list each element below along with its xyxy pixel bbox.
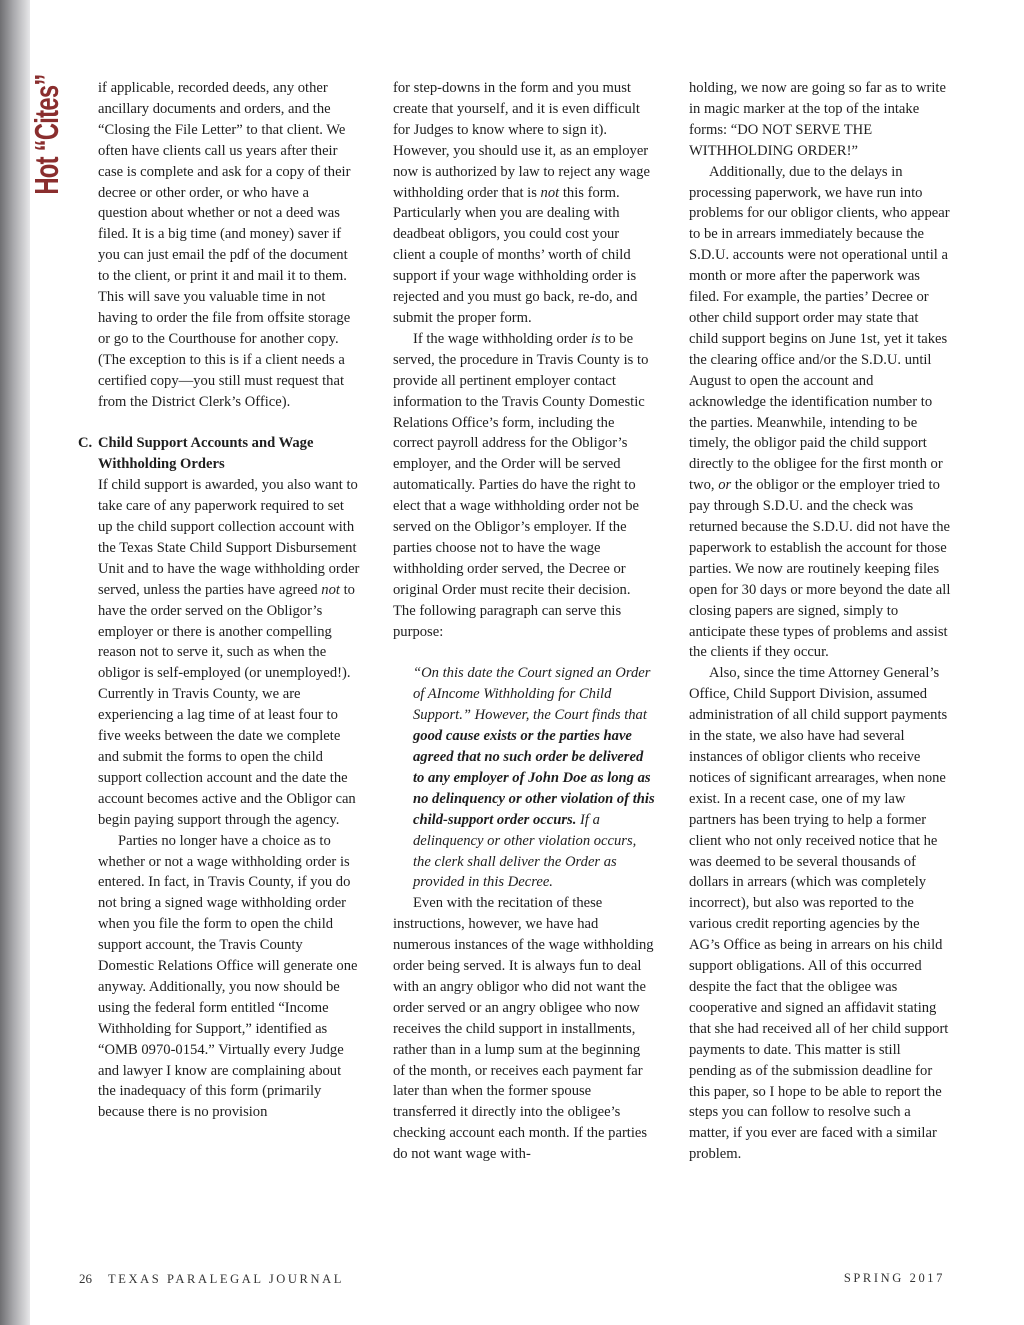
- paragraph: [393, 329, 655, 643]
- text-run: for step-downs in the form and you must create that yourself, and it is even difficult for Judges to know where to sign it). However, you should use it, as an employer now is authorized by law to reject any wage withholding order that is: [393, 80, 650, 201]
- emphasis: not: [321, 581, 340, 598]
- heading-text: Child Support Accounts and Wage Withholding Orders: [98, 435, 314, 473]
- emphasis: not: [540, 184, 560, 201]
- paragraph: Parties no longer have a choice as to whether or not a wage withholding order is entered. In fact, in Travis County, if you do not bring a signed wage withholding order when you file the form to open the child support account, the Travis County Domestic Relations Office will generate one anyway. Additionally, you now should be using the federal form entitled “Income Withholding for Support,” identified as “OMB 0970-0154.” Virtually every Judge and lawyer I know are complaining about the inadequacy of this form (primarily because there is no provision: [98, 832, 358, 1121]
- quote-text: If a delinquency or other violation occurs, the clerk shall deliver the Order as provided in this Decree.: [413, 811, 637, 891]
- block-quote: [393, 663, 655, 893]
- issue-date: SPRING 2017: [843, 1271, 945, 1285]
- heading-letter: C.: [78, 435, 93, 452]
- paragraph: holding, we now are going so far as to write in magic marker at the top of the intake forms: “DO NOT SERVE THE WITHHOLDING ORDER!”: [689, 80, 946, 159]
- emphasis: is: [590, 330, 601, 347]
- page-number: 26: [79, 1271, 92, 1286]
- section-tag-text: Hot “Cites”: [28, 74, 65, 195]
- text-run: to have the order served on the Obligor’s employer or there is another compelling reason not to serve it, such as when the obligor is self-employed (or unemployed!). Currently in Travis County, we are experiencing a lag time of at least four to five weeks between the date we complete and submit the forms to open the child support collection account and the date the account becomes active and the Obligor can begin paying support through the agency.: [98, 581, 356, 828]
- paragraph: [98, 475, 360, 830]
- paragraph: [393, 78, 655, 329]
- quote-text: “On this date the Court signed an Order of AIncome Withholding for Child Support.” However, the Court finds that: [413, 665, 651, 724]
- journal-title: TEXAS PARALEGAL JOURNAL: [108, 1272, 344, 1286]
- text-run: Additionally, due to the delays in processing paperwork, we have run into problems for our obligor clients, who appear to be in arrears immediately because the S.D.U. accounts were not operational until a month or more after the paperwork was filed. For example, the parties’ Decree or other child support order may state that child support begins on June 1st, yet it takes the clearing office and/or the S.D.U. until August to open the account and acknowledge the identification number to the parties. Meanwhile, intending to be timely, the obligor paid the child support directly to the obligee for the first month or two,: [689, 163, 950, 494]
- column-3: [689, 78, 951, 1165]
- quote-bold-text: good cause exists or the parties have agreed that no such order be delivered to any employer of John Doe as long as no delinquency or other violation of this child-support order occurs.: [413, 728, 655, 828]
- section-heading: [78, 433, 360, 475]
- text-run: the obligor or the employer tried to pay through S.D.U. and the check was returned because the S.D.U. did not have the paperwork to establish the account for those parties. We now are routinely keeping files open for 30 days or more beyond the date all closing papers are signed, simply to anticipate these types of problems and assist the clients if they occur.: [689, 477, 951, 661]
- text-run: this form. Particularly when you are dealing with deadbeat obligors, you could cost your client a couple of months’ worth of child support if your wage withholding order is rejected and you must go back, re-do, and submit the proper form.: [393, 184, 638, 326]
- text-run: to be served, the procedure in Travis County is to provide all pertinent employer contact information to the Travis County Domestic Relations Office’s form, including the correct payroll address for the Obligor’s employer, and the Order will be served automatically. Parties do have the right to elect that a wage withholding order not be served on the Obligor’s employer. If the parties choose not to have the wage withholding order served, the Decree or original Order must recite their decision. The following paragraph can serve this purpose:: [393, 330, 649, 640]
- paragraph: if applicable, recorded deeds, any other ancillary documents and orders, and the “Closing the File Letter” to that client. We often have clients call us years after their case is complete and ask for a copy of their decree or other order, or who have a question about whether or not a deed was filed. It is a big time (and money) saver if you can just email the pdf of the document to the client, or print it and mail it to them. This will save you valuable time in not having to order the file from offsite storage or go to the Courthouse for another copy. (The exception to this is if a client needs a certified copy—you still must request that from the District Clerk’s Office).: [98, 80, 351, 410]
- footer-left: [79, 1271, 344, 1287]
- text-run: If the wage withholding order: [413, 330, 591, 347]
- paragraph: Also, since the time Attorney General’s Office, Child Support Division, assumed administration of all child support payments in the state, we also have had several instances of obligor clients who receive notices of significant arrearages, when none exist. In a recent case, one of my law partners has been trying to help a former client who not only received notice that he was deemed to be several thousands of dollars in arrears (which was completely incorrect), but also was reported to the various credit reporting agencies by the AG’s Office as being in arrears on his child support obligations. All of this occurred despite the fact that the obligee was cooperative and signed an affidavit stating that she had received all of her child support payments to date. This matter is still pending as of the submission deadline for this paper, so I hope to be able to report the steps you can follow to resolve such a matter, if you ever are faced with a similar problem.: [689, 665, 949, 1163]
- paragraph: [689, 162, 951, 664]
- column-2: [393, 78, 655, 1165]
- paragraph: Even with the recitation of these instructions, however, we have had numerous instances of the wage withholding order being served. It is always fun to deal with an angry obligor who did not want the order served or an angry obligee who now receives the child support in installments, rather than in a lump sum at the beginning of the month, or receives each payment far later than when the former spouse transferred it directly into the obligee’s checking account each month. If the parties do not want wage with-: [393, 895, 654, 1163]
- column-1: [78, 78, 360, 1123]
- text-run: If child support is awarded, you also want to take care of any paperwork required to set up the child support collection account with the Texas State Child Support Disbursement Unit and to have the wage withholding order served, unless the parties have agreed: [98, 477, 360, 598]
- section-tag: [22, 68, 72, 218]
- emphasis: or: [718, 477, 732, 494]
